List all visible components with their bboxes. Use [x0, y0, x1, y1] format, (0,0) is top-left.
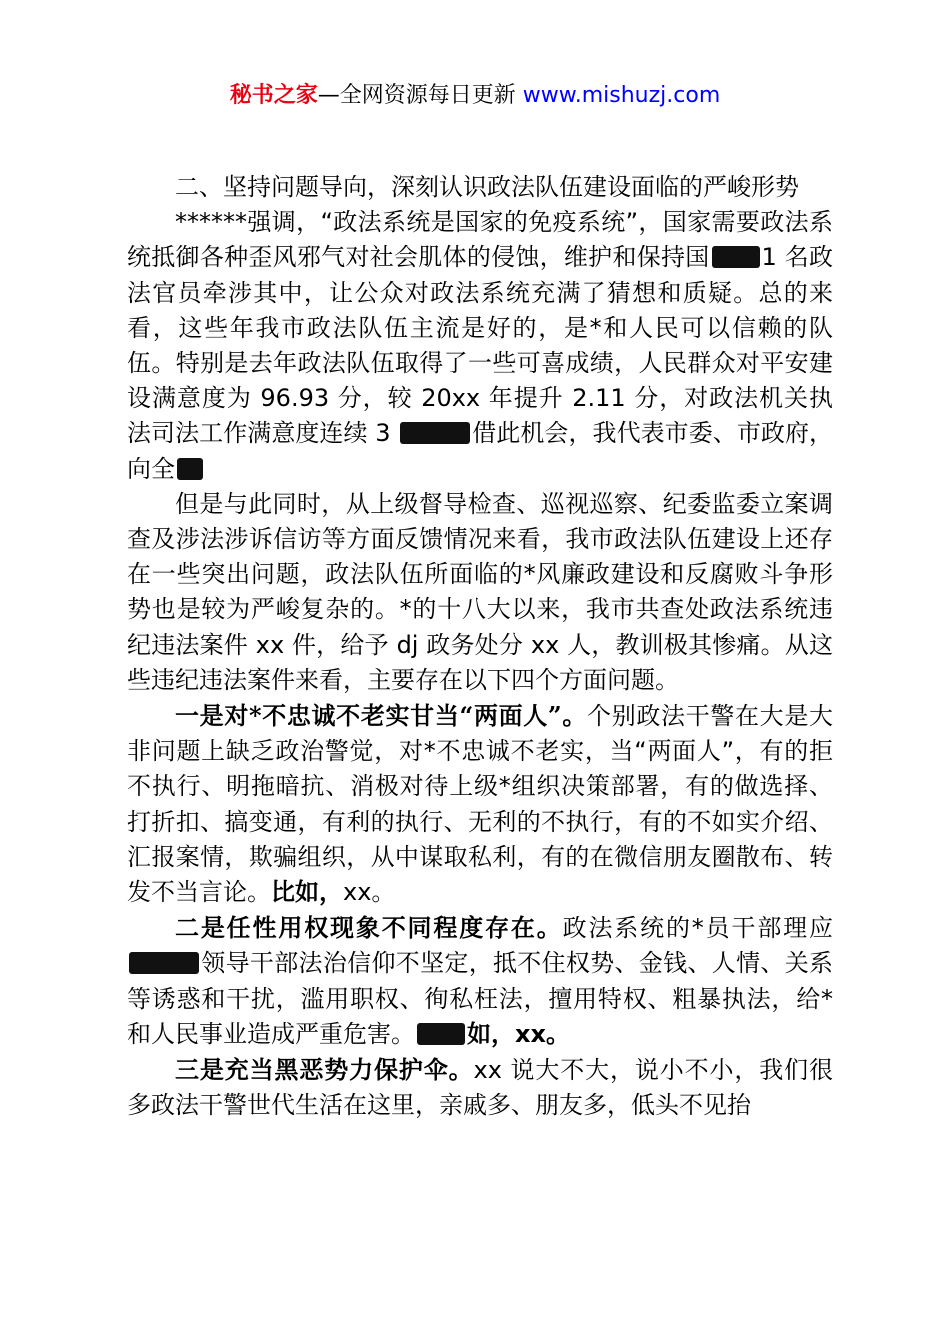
- paragraph-overview: [127, 205, 833, 487]
- overview-text-part1: ******强调，“政法系统是国家的免疫系统”，国家需要政法系统抵御各种歪风邪气对社会肌体的侵蚀，维护和保持国: [127, 208, 833, 272]
- page-header: [0, 80, 950, 112]
- overview-text-part2: 1 名政法官员牵涉其中，让公众对政法系统充满了猜想和质疑。总的来看，这些年我市政法队伍主流是好的，是*和人民可以信赖的队伍。特别是去年政法队伍取得了一些可喜成绩，人民群众对平安建设满意度为 96.93 分，较 20xx 年提升 2.11 分，对政法机关执法司法工作满意度连续 3: [127, 243, 833, 448]
- problem-2-example: 如，xx。: [467, 1019, 570, 1048]
- paragraph-problem-1: [127, 698, 833, 910]
- section-heading: 二、坚持问题导向，深刻认识政法队伍建设面临的严峻形势: [175, 173, 799, 201]
- problem-1-example-label: 比如，: [271, 878, 343, 907]
- redaction-block: [712, 246, 760, 268]
- problem-3-lead: 三是充当黑恶势力保护伞。: [175, 1055, 474, 1085]
- brand-name: 秘书之家: [229, 83, 318, 108]
- overview-text-part3: 借此机会，我代表市委、市政府，向全: [127, 419, 834, 483]
- redaction-block: [129, 952, 199, 974]
- paragraph-problems-intro: 但是与此同时，从上级督导检查、巡视巡察、纪委监委立案调查及涉法涉诉信访等方面反馈情况来看，我市政法队伍建设上还存在一些突出问题，政法队伍所面临的*风廉政建设和反腐败斗争形势也是较为严峻复杂的。*的十八大以来，我市共查处政法系统违纪违法案件 xx 件，给予 dj 政务处分 xx 人，教训极其惨痛。从这些违纪违法案件来看，主要存在以下四个方面问题。: [127, 489, 833, 694]
- paragraph-problem-3: [127, 1052, 833, 1123]
- problem-1-lead: 一是对*不忠诚不老实甘当“两面人”。: [175, 701, 588, 731]
- redaction-block: [177, 458, 203, 480]
- site-url-link[interactable]: www.mishuzj.com: [522, 83, 721, 108]
- problem-2-text-part2: 领导干部法治信仰不坚定，抵不住权势、金钱、人情、关系等诱惑和干扰，滥用职权、徇私枉法，擅用特权、粗暴执法，给*和人民事业造成严重危害。: [127, 949, 833, 1048]
- redaction-block: [417, 1023, 465, 1045]
- problem-2-text-part1: 政法系统的*员干部理应: [562, 914, 834, 943]
- problem-1-example-text: xx。: [343, 878, 396, 907]
- redaction-block: [400, 422, 470, 444]
- problem-2-lead: 二是任性用权现象不同程度存在。: [175, 913, 563, 943]
- header-tagline: —全网资源每日更新: [317, 83, 523, 108]
- document-body: [127, 170, 833, 1123]
- paragraph-problem-2: [127, 910, 833, 1052]
- problem-1-text: 个别政法干警在大是大非问题上缺乏政治警觉，对*不忠诚不老实，当“两面人”，有的拒不执行、明拖暗抗、消极对待上级*组织决策部署，有的做选择、打折扣、搞变通，有利的执行、无利的不执行，有的不如实介绍、汇报案情，欺骗组织，从中谋取私利，有的在微信朋友圈散布、转发不当言论。: [127, 702, 833, 907]
- problem-3-text: xx 说大不大，说小不小，我们很多政法干警世代生活在这里，亲戚多、朋友多，低头不见抬: [127, 1056, 833, 1120]
